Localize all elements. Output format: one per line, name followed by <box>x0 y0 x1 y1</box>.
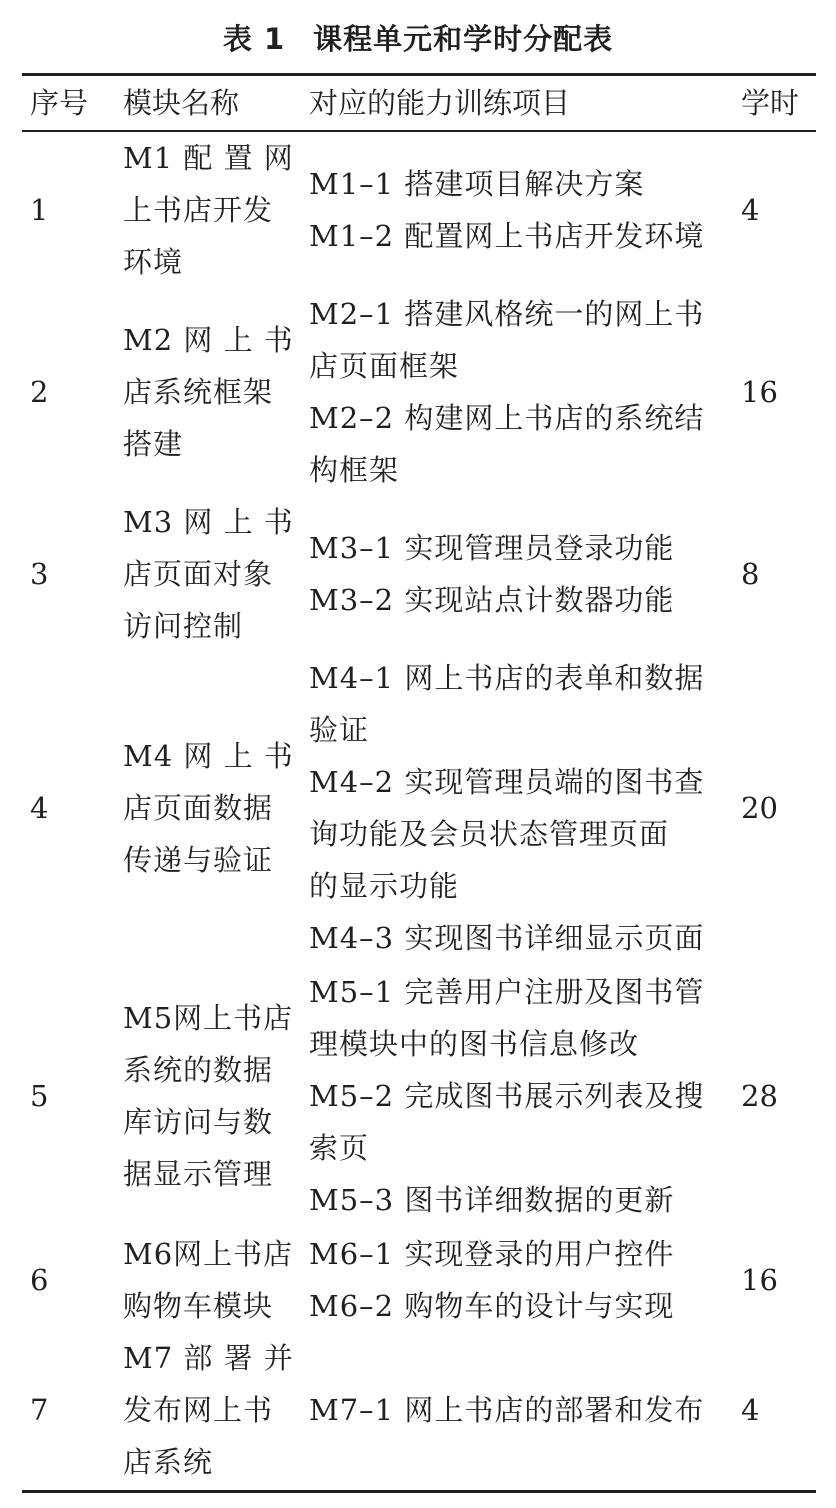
row-number: 2 <box>30 375 49 409</box>
training-item-line: M5–3 图书详细数据的更新 <box>309 1183 675 1217</box>
module-name-line: M2 网 上 书 <box>123 323 294 357</box>
hours: 20 <box>741 791 778 825</box>
module-name-line: 库访问与数 <box>123 1105 274 1139</box>
module-name-line: 发布网上书 <box>123 1393 274 1427</box>
table-number: 表 1 <box>222 22 286 56</box>
header-module: 模块名称 <box>123 86 240 120</box>
header-hours: 学时 <box>741 86 800 120</box>
bottom-rule <box>22 1490 816 1493</box>
module-name <box>123 1332 294 1488</box>
training-item-line: 的显示功能 <box>309 869 460 903</box>
row-number: 3 <box>30 557 49 591</box>
training-item-line: M4–1 网上书店的表单和数据 <box>309 661 705 695</box>
training-items <box>309 964 723 1228</box>
module-name <box>123 132 294 288</box>
training-item-line: M7–1 网上书店的部署和发布 <box>309 1393 705 1427</box>
training-item-line: M2–1 搭建风格统一的网上书 <box>309 297 705 331</box>
top-rule <box>22 73 816 76</box>
module-name-line: 店页面数据 <box>123 791 274 825</box>
module-name-line: M5网上书店 <box>123 1001 294 1035</box>
hours: 16 <box>741 375 778 409</box>
training-item-line: M3–1 实现管理员登录功能 <box>309 531 675 565</box>
training-item-line: 索页 <box>309 1131 370 1165</box>
module-name-line: 访问控制 <box>123 609 244 643</box>
table-row <box>0 964 836 1228</box>
training-item-line: M3–2 实现站点计数器功能 <box>309 583 675 617</box>
training-item-line: 店页面框架 <box>309 349 460 383</box>
training-item-line: M2–2 构建网上书店的系统结 <box>309 401 705 435</box>
table-title: 课程单元和学时分配表 <box>313 22 614 56</box>
training-item-line: 理模块中的图书信息修改 <box>309 1027 640 1061</box>
row-number: 7 <box>30 1393 49 1427</box>
table-row <box>0 132 836 288</box>
table-row <box>0 1332 836 1488</box>
module-name-line: M4 网 上 书 <box>123 739 294 773</box>
training-item-line: M5–1 完善用户注册及图书管 <box>309 975 705 1009</box>
module-name-line: 店页面对象 <box>123 557 274 591</box>
module-name <box>123 496 294 652</box>
training-items <box>309 652 723 964</box>
training-items <box>309 1228 723 1332</box>
training-item-line: 询功能及会员状态管理页面 <box>309 817 670 851</box>
hours: 8 <box>741 557 760 591</box>
training-items <box>309 288 723 496</box>
module-name <box>123 964 294 1228</box>
module-name-line: 据显示管理 <box>123 1157 274 1191</box>
module-name-line: 上书店开发 <box>123 193 274 227</box>
training-items <box>309 1332 723 1488</box>
module-name-line: 系统的数据 <box>123 1053 274 1087</box>
training-item-line: M4–2 实现管理员端的图书查 <box>309 765 705 799</box>
table-caption <box>0 14 836 64</box>
module-name-line: 传递与验证 <box>123 843 274 877</box>
module-name-line: 环境 <box>123 245 184 279</box>
module-name-line: M6网上书店 <box>123 1237 294 1271</box>
table-row <box>0 496 836 652</box>
header-no: 序号 <box>30 86 89 120</box>
row-number: 4 <box>30 791 49 825</box>
row-number: 6 <box>30 1263 49 1297</box>
module-name <box>123 1228 294 1332</box>
header-items: 对应的能力训练项目 <box>309 86 571 120</box>
module-name-line: M1 配 置 网 <box>123 141 294 175</box>
module-name-line: M3 网 上 书 <box>123 505 294 539</box>
module-name <box>123 288 294 496</box>
training-item-line: 验证 <box>309 713 370 747</box>
table-row <box>0 1228 836 1332</box>
training-item-line: M6–1 实现登录的用户控件 <box>309 1237 675 1271</box>
training-item-line: M4–3 实现图书详细显示页面 <box>309 921 705 955</box>
training-item-line: M5–2 完成图书展示列表及搜 <box>309 1079 705 1113</box>
module-name <box>123 652 294 964</box>
hours: 28 <box>741 1079 778 1113</box>
training-item-line: M1–2 配置网上书店开发环境 <box>309 219 705 253</box>
module-name-line: 搭建 <box>123 427 184 461</box>
training-item-line: M1–1 搭建项目解决方案 <box>309 167 645 201</box>
module-name-line: 店系统 <box>123 1445 214 1479</box>
row-number: 1 <box>30 193 49 227</box>
training-items <box>309 132 723 288</box>
module-name-line: 店系统框架 <box>123 375 274 409</box>
row-number: 5 <box>30 1079 49 1113</box>
training-items <box>309 496 723 652</box>
hours: 4 <box>741 1393 760 1427</box>
module-name-line: M7 部 署 并 <box>123 1341 294 1375</box>
table-row <box>0 652 836 964</box>
table-row <box>0 288 836 496</box>
hours: 16 <box>741 1263 778 1297</box>
hours: 4 <box>741 193 760 227</box>
training-item-line: 构框架 <box>309 453 400 487</box>
training-item-line: M6–2 购物车的设计与实现 <box>309 1289 675 1323</box>
module-name-line: 购物车模块 <box>123 1289 274 1323</box>
